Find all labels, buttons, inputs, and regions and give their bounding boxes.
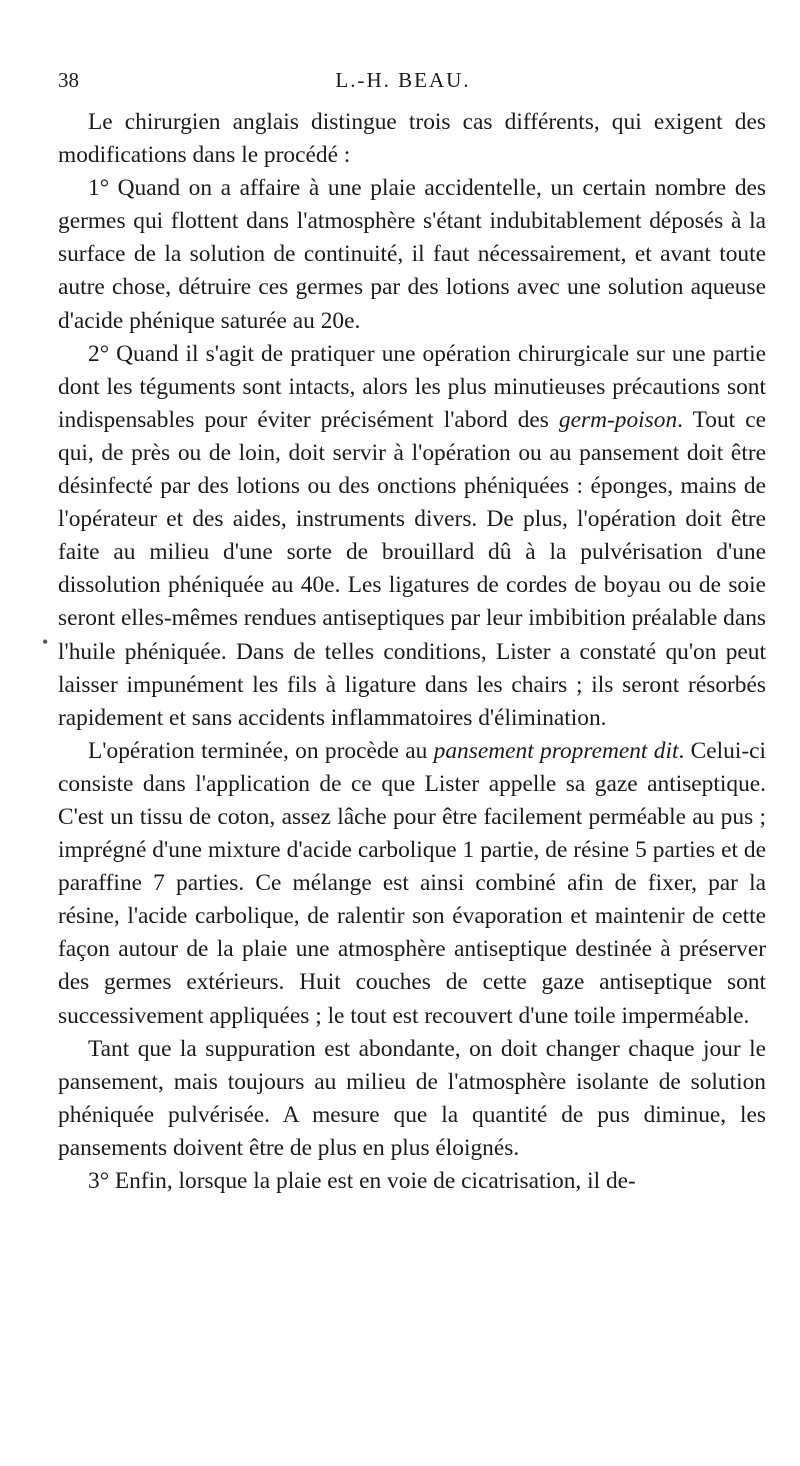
paragraph-case-2-text-before: 2° Quand il s'agit de pratiquer une opération chirurgicale sur une partie dont les téguments sont intacts, alors les plus minutieuses précautions sont indispensables pour éviter précisément l'abord des bbox=[58, 340, 766, 433]
page-number: 38 bbox=[58, 68, 79, 92]
paragraph-suppuration bbox=[58, 1033, 766, 1165]
paragraph-suppuration-text: Tant que la suppuration est abondante, on doit changer chaque jour le pansement, mais toujours au milieu de l'atmosphère isolante de solution phéniquée pulvérisée. A mesure que la quantité de pus diminue, les pansements doivent être de plus en plus éloignés. bbox=[58, 1035, 766, 1161]
paragraph-case-1-text: 1° Quand on a affaire à une plaie accidentelle, un certain nombre des germes qui flottent dans l'atmosphère s'étant indubitablement déposés à la surface de la solution de continuité, il faut nécessairement, et avant toute autre chose, détruire ces germes par des lotions avec une solution aqueuse d'acide phénique saturée au 20e. bbox=[58, 175, 766, 334]
page-header bbox=[58, 68, 748, 100]
paragraph-case-2-text-after: . Tout ce qui, de près ou de loin, doit servir à l'opération ou au pansement doit être désinfecté par des lotions ou des onctions phéniquées : éponges, mains de l'opérateur et des aides, instruments divers. De plus, l'opération doit être faite au milieu d'une sorte de brouillard dû à la pulvérisation d'une dissolution phéniquée au 40e. Les ligatures de cordes de boyau ou de soie seront elles-mêmes rendues antiseptiques par leur imbibition préalable dans l'huile phéniquée. Dans de telles conditions, Lister a constaté qu'on peut laisser impunément les fils à ligature dans les chairs ; ils seront résorbés rapidement et sans accidents inflammatoires d'élimination. bbox=[58, 406, 767, 731]
paragraph-dressing bbox=[58, 735, 766, 1033]
paragraph-dressing-text-before: L'opération terminée, on procède au bbox=[88, 737, 434, 764]
paragraph-dressing-text-after: . Celui-ci consiste dans l'application de ce que Lister appelle sa gaze antiseptique. C'est un tissu de coton, assez lâche pour être facilement perméable au pus ; imprégné d'une mixture d'acide carbolique 1 partie, de résine 5 parties et de paraffine 7 parties. Ce mélange est ainsi combiné afin de fixer, par la résine, l'acide carbolique, de ralentir son évaporation et maintenir de cette façon autour de la plaie une atmosphère antiseptique destinée à préserver des germes extérieurs. Huit couches de cette gaze antiseptique sont successivement appliquées ; le tout est recouvert d'une toile imperméable. bbox=[58, 737, 766, 1029]
paragraph-case-3 bbox=[58, 1165, 766, 1198]
body-text bbox=[58, 106, 766, 1198]
margin-mark: • bbox=[42, 632, 49, 652]
paragraph-intro bbox=[58, 106, 766, 172]
emphasis-pansement: pansement proprement dit bbox=[433, 737, 679, 764]
paragraph-case-3-text: 3° Enfin, lorsque la plaie est en voie de cicatrisation, il de- bbox=[88, 1168, 636, 1194]
paragraph-case-2 bbox=[58, 338, 766, 735]
running-head: L.-H. BEAU. bbox=[335, 68, 471, 92]
paragraph-intro-text: Le chirurgien anglais distingue trois cas différents, qui exigent des modifications dans le procédé : bbox=[58, 109, 766, 169]
paragraph-case-1 bbox=[58, 172, 766, 337]
emphasis-germ-poison: germ-poison bbox=[558, 406, 678, 433]
